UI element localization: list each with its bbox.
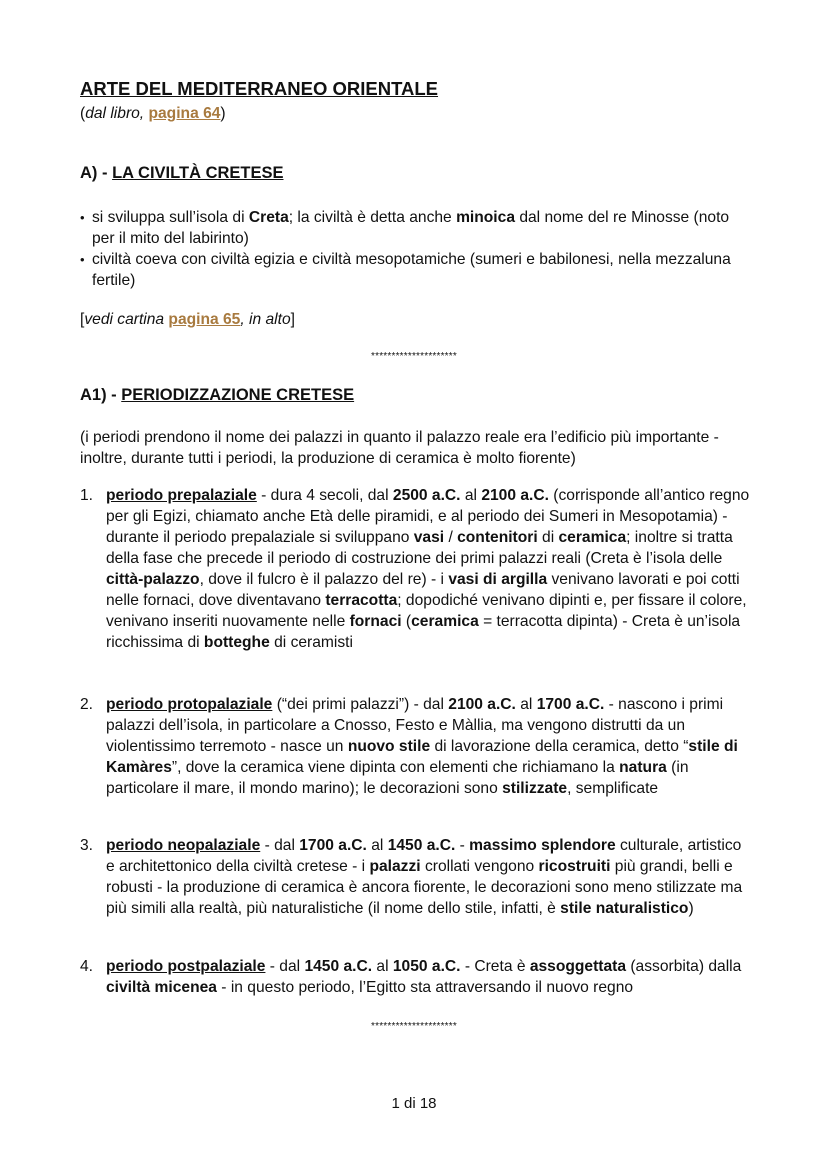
text-run: ; la civiltà è detta anche: [288, 209, 457, 226]
bold-text: Creta: [248, 209, 289, 226]
text-run: di ceramisti: [269, 634, 353, 651]
period-item: [80, 694, 752, 799]
source-reference: [80, 103, 760, 124]
bold-text: 1450 a.C.: [304, 958, 373, 975]
bold-text: stile naturalistico: [560, 900, 689, 917]
text-run: A1) -: [80, 386, 122, 404]
text-run: - dal: [260, 837, 300, 854]
page-link[interactable]: pagina 65: [168, 311, 241, 328]
text-run: LA CIVILTÀ CRETESE: [112, 164, 284, 182]
text-run: PERIODIZZAZIONE CRETESE: [121, 386, 355, 404]
bold-text: periodo postpalaziale: [106, 958, 266, 975]
bold-text: periodo neopalaziale: [106, 837, 261, 854]
text-run: al: [460, 487, 482, 504]
bold-text: contenitori: [457, 529, 538, 546]
text-run: -: [455, 837, 470, 854]
section-heading-a: [80, 163, 760, 184]
bold-text: fornaci: [349, 613, 402, 630]
text-run: /: [444, 529, 458, 546]
item-text: [106, 485, 752, 653]
bold-text: periodo protopalaziale: [106, 696, 273, 713]
item-number: 2.: [80, 696, 94, 713]
item-text: [106, 694, 752, 799]
text-run: A) -: [80, 164, 113, 182]
bullet-list: [80, 207, 750, 291]
text-run: = terracotta dipinta) - Creta è un’isola ricchissima di: [106, 613, 741, 651]
bold-text: 1450 a.C.: [387, 837, 456, 854]
text-run: culturale, artistico e architettonico della civiltà cretese - i: [106, 837, 742, 875]
text-run: , in alto: [240, 311, 291, 328]
text-run: ): [688, 900, 694, 917]
text-run: (corrisponde all’antico regno per gli Egizi, chiamato anche Età delle piramidi, e al periodo dei Sumeri in Mesopotamia) - durante il periodo prepalaziale si sviluppano: [106, 487, 750, 546]
bold-text: botteghe: [203, 634, 270, 651]
text-run: , semplificate: [567, 780, 659, 797]
item-text: [106, 835, 752, 919]
text-run: venivano lavorati e poi cotti nelle fornaci, dove diventavano: [106, 571, 740, 609]
text-run: dal nome del re Minosse (noto per il mito del labirinto): [92, 209, 730, 247]
map-note: [80, 309, 760, 330]
text-run: di: [537, 529, 559, 546]
text-run: dal libro,: [85, 105, 149, 122]
bold-text: ricostruiti: [538, 858, 611, 875]
text-run: civiltà coeva con civiltà egizia e civiltà mesopotamiche (sumeri e babilonesi, nella mezzaluna fertile): [92, 251, 731, 289]
bold-text: 1700 a.C.: [299, 837, 367, 854]
bold-text: civiltà micenea: [106, 979, 217, 996]
bold-text: stilizzate: [502, 780, 568, 797]
bold-text: natura: [619, 759, 667, 776]
bold-text: stile di Kamàres: [106, 738, 738, 776]
document-title: ARTE DEL MEDITERRANEO ORIENTALE: [80, 78, 439, 99]
item-text: [106, 956, 752, 998]
item-number: 3.: [80, 837, 94, 854]
text-run: , dove il fulcro è il palazzo del re) - i: [199, 571, 449, 588]
text-run: - nascono i primi palazzi dell’isola, in particolare a Cnosso, Festo e Màllia, ma vengono distrutti da un violentissimo terremoto - nasce un: [106, 696, 724, 755]
bold-text: 1050 a.C.: [392, 958, 461, 975]
page-link[interactable]: pagina 64: [148, 105, 221, 122]
bold-text: periodo prepalaziale: [106, 487, 257, 504]
text-run: ; inoltre si tratta della fase che precede il periodo di costruzione dei primi palazzi reali (Creta è l’isola delle: [106, 529, 733, 567]
text-run: ; dopodiché venivano dipinti e, per fissare il colore, venivano inseriti nuovamente nelle: [106, 592, 747, 630]
text-run: di lavorazione della ceramica, detto “: [430, 738, 689, 755]
bold-text: città-palazzo: [106, 571, 200, 588]
text-run: [: [80, 311, 85, 328]
item-number: 1.: [80, 487, 94, 504]
text-run: al: [366, 837, 388, 854]
text-run: più grandi, belli e robusti - la produzione di ceramica è ancora fiorente, le decorazioni sono meno stilizzate ma più simili alla realtà, più naturalistiche (il nome dello stile, infatti, è: [106, 858, 743, 917]
bold-text: nuovo stile: [347, 738, 431, 755]
text-run: (in particolare il mare, il mondo marino); le decorazioni sono: [106, 759, 689, 797]
text-run: - dal: [265, 958, 305, 975]
item-number: 4.: [80, 958, 94, 975]
bullet-item: [80, 249, 750, 291]
text-run: (: [401, 613, 412, 630]
section-heading-a1: [80, 385, 760, 406]
period-item: [80, 835, 752, 919]
text-run: (assorbita) dalla: [626, 958, 742, 975]
bold-text: palazzi: [369, 858, 421, 875]
text-run: (“dei primi palazzi”) - dal: [272, 696, 449, 713]
period-item: [80, 485, 752, 653]
separator: *********************: [371, 1021, 457, 1032]
bold-text: ceramica: [411, 613, 479, 630]
bold-text: ceramica: [558, 529, 627, 546]
period-item: [80, 956, 752, 998]
bold-text: 2100 a.C.: [448, 696, 516, 713]
text-run: ): [220, 105, 226, 122]
text-run: ]: [290, 311, 295, 328]
text-run: (i periodi prendono il nome dei palazzi in quanto il palazzo reale era l’edificio più importante - inoltre, durante tutti i periodi, la produzione di ceramica è molto fiorente): [80, 429, 719, 467]
bold-text: assoggettata: [529, 958, 627, 975]
text-run: - Creta è: [460, 958, 530, 975]
text-run: crollati vengono: [420, 858, 539, 875]
bold-text: terracotta: [325, 592, 398, 609]
bold-text: massimo splendore: [469, 837, 616, 854]
text-run: - in questo periodo, l’Egitto sta attraversando il nuovo regno: [216, 979, 634, 996]
bold-text: 2500 a.C.: [392, 487, 461, 504]
intro-paragraph: [80, 427, 740, 469]
bold-text: 2100 a.C.: [481, 487, 549, 504]
text-run: al: [515, 696, 537, 713]
text-run: ”, dove la ceramica viene dipinta con elementi che richiamano la: [171, 759, 620, 776]
text-run: (: [80, 105, 86, 122]
text-run: - dura 4 secoli, dal: [256, 487, 393, 504]
bold-text: vasi: [413, 529, 445, 546]
text-run: al: [372, 958, 393, 975]
bold-text: minoica: [456, 209, 515, 226]
bold-text: 1700 a.C.: [536, 696, 605, 713]
text-run: si sviluppa sull’isola di: [92, 209, 249, 226]
bullet-item: [80, 207, 750, 249]
separator: *********************: [371, 351, 457, 362]
page-number: 1 di 18: [391, 1095, 437, 1112]
bold-text: vasi di argilla: [448, 571, 548, 588]
text-run: vedi cartina: [84, 311, 169, 328]
